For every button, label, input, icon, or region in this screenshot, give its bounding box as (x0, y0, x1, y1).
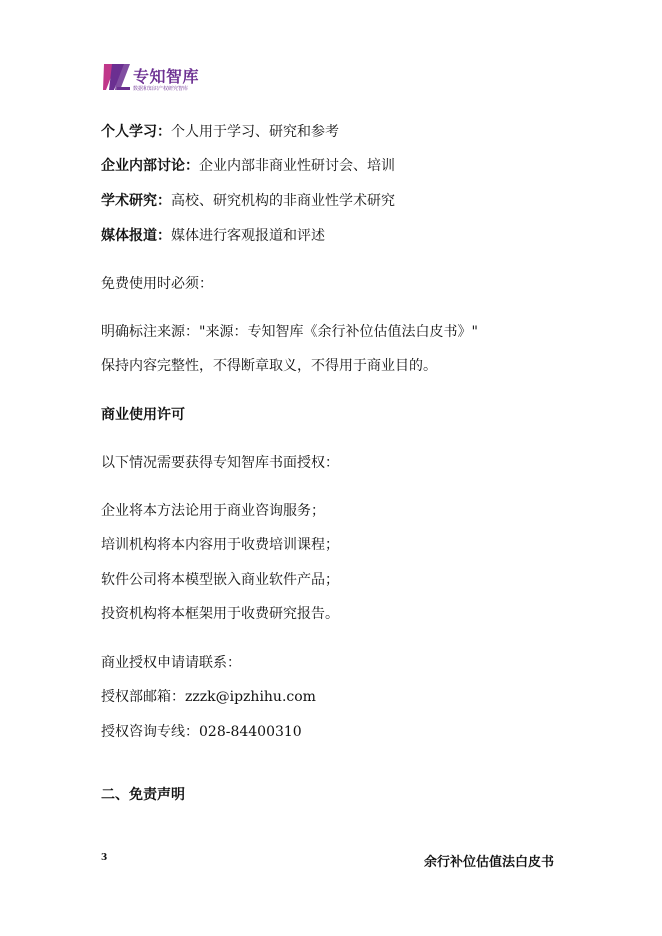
zhuanzhi-logo (103, 58, 213, 102)
commercial-case: 软件公司将本模型嵌入商业软件产品； (101, 572, 339, 588)
page-number: 3 (101, 853, 108, 863)
commercial-case: 投资机构将本框架用于收费研究报告。 (101, 606, 339, 622)
usage-desc: 媒体进行客观报道和评述 (171, 228, 325, 244)
commercial-case: 企业将本方法论用于商业咨询服务； (101, 503, 325, 519)
usage-item (101, 157, 395, 175)
logo-name: 专知智库 (133, 67, 200, 86)
usage-term: 学术研究 (101, 193, 157, 209)
contact-phone: 授权咨询专线：028-84400310 (101, 724, 302, 740)
commercial-intro: 以下情况需要获得专知智库书面授权： (101, 455, 339, 471)
commercial-heading: 商业使用许可 (101, 407, 185, 423)
usage-colon: ： (185, 158, 199, 174)
usage-term: 企业内部讨论 (101, 158, 185, 174)
usage-desc: 高校、研究机构的非商业性学术研究 (171, 193, 395, 209)
free-use-intro: 免费使用时必须： (101, 276, 213, 292)
usage-colon: ： (157, 193, 171, 209)
usage-term: 媒体报道 (101, 228, 157, 244)
usage-colon: ： (157, 124, 171, 140)
usage-term: 个人学习 (101, 124, 157, 140)
usage-colon: ： (157, 228, 171, 244)
usage-desc: 个人用于学习、研究和参考 (171, 124, 339, 140)
usage-desc: 企业内部非商业性研讨会、培训 (199, 158, 395, 174)
usage-item (101, 227, 325, 245)
logo-tagline: 数据和知识产权研究智库 (133, 86, 189, 92)
contact-intro: 商业授权申请请联系： (101, 655, 241, 671)
contact-email: 授权部邮箱：zzzk@ipzhihu.com (101, 689, 316, 705)
usage-item (101, 192, 395, 210)
free-use-rule: 保持内容完整性，不得断章取义，不得用于商业目的。 (101, 358, 437, 374)
free-use-rule: 明确标注来源："来源：专知智库《余行补位估值法白皮书》" (101, 324, 478, 340)
section-heading: 二、免责声明 (101, 787, 185, 803)
footer-doc-title: 余行补位估值法白皮书 (423, 855, 554, 870)
zhuanzhi-logo-icon (103, 62, 131, 92)
commercial-case: 培训机构将本内容用于收费培训课程； (101, 537, 339, 553)
usage-item (101, 123, 339, 141)
